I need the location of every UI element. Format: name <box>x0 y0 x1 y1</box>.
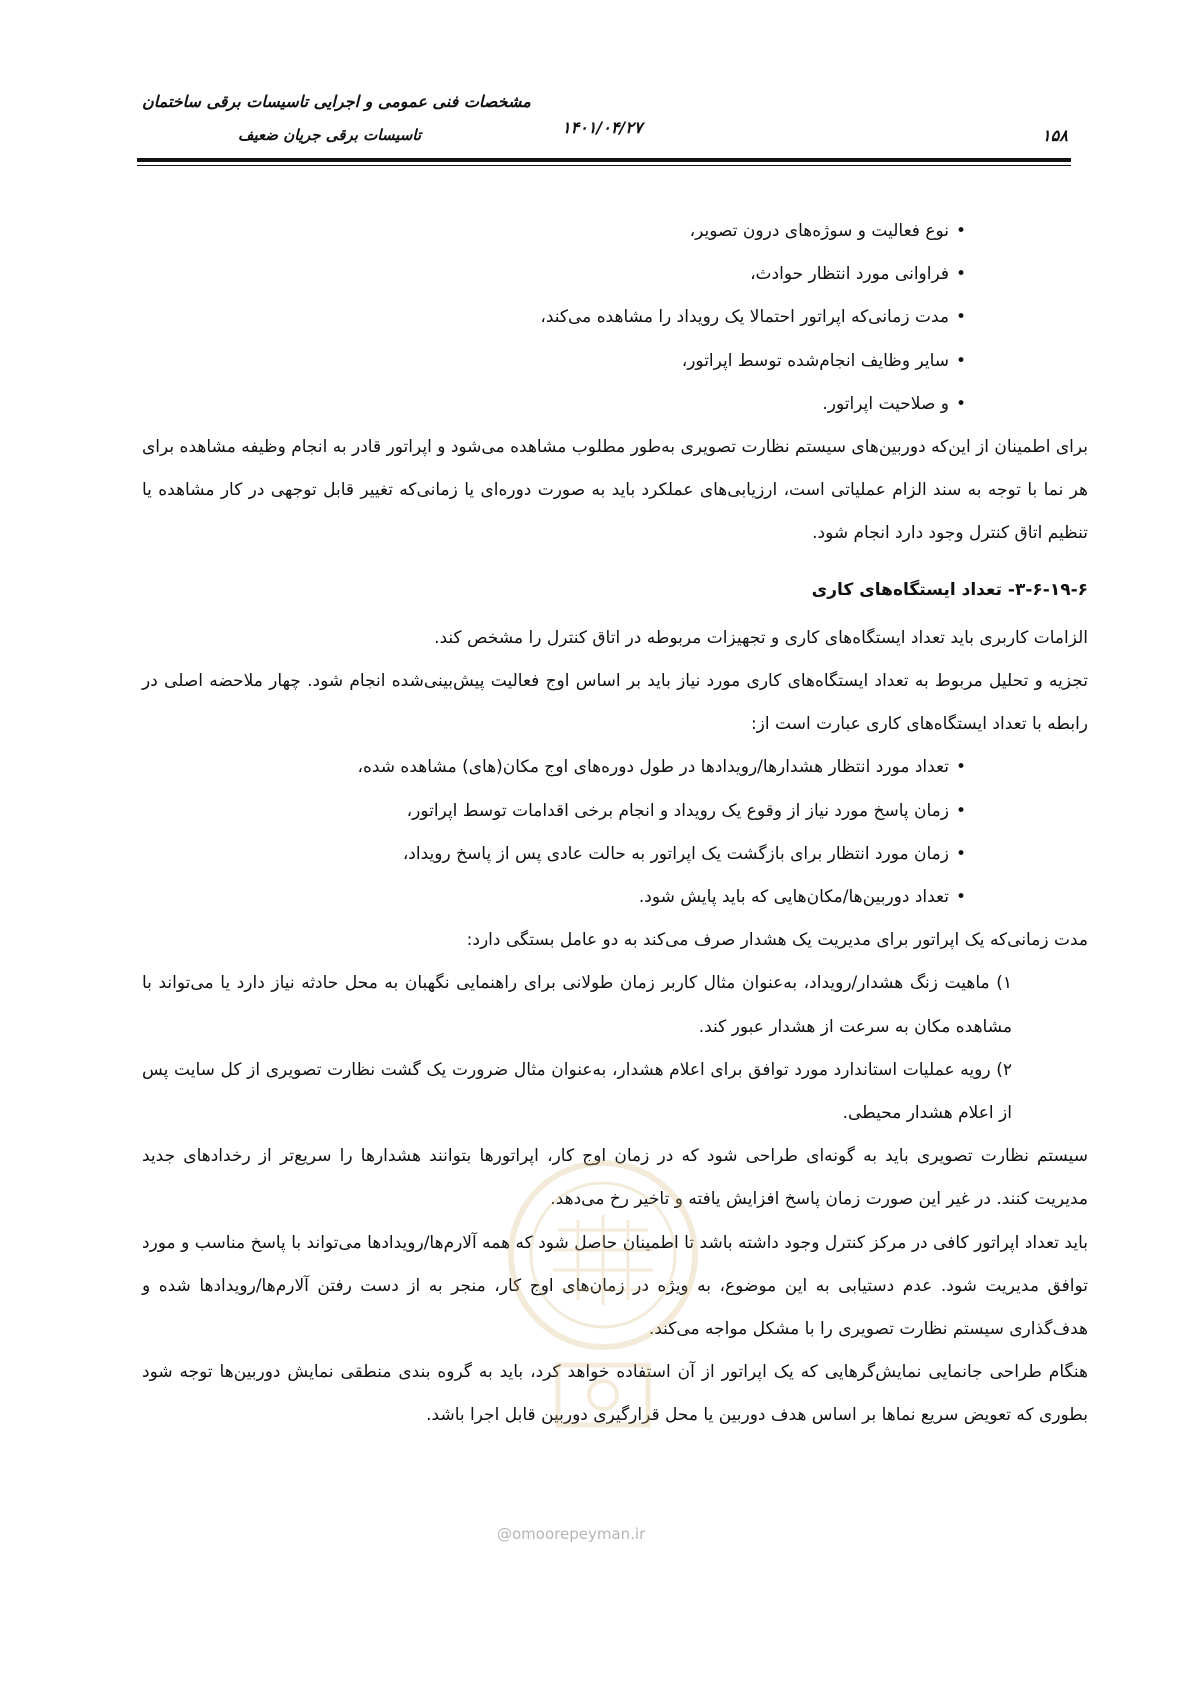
bullet-list-2 <box>142 746 1088 919</box>
list-item: • و صلاحیت اپراتور. <box>142 383 966 426</box>
header-rule-thick <box>137 158 1071 162</box>
numbered-item-2: ۲) رویه عملیات استاندارد مورد توافق برای اعلام هشدار، به‌عنوان مثال ضرورت یک گشت نظارت تصویری از کل سایت پس از اعلام هشدار محیطی. <box>142 1059 1012 1124</box>
header-title: مشخصات فنی عمومی و اجرایی تاسیسات برقی ساختمان <box>142 92 531 111</box>
header-date: ۱۴۰۱/۰۴/۲۷ <box>562 118 643 137</box>
list-item: • زمان پاسخ مورد نیاز از وقوع یک رویداد و انجام برخی اقدامات توسط اپراتور، <box>142 790 966 833</box>
list-item: • سایر وظایف انجام‌شده توسط اپراتور، <box>142 340 966 383</box>
list-item: • تعداد مورد انتظار هشدارها/رویدادها در طول دوره‌های اوج مکان(های) مشاهده شده، <box>142 746 966 789</box>
header-rule-thin <box>137 165 1071 166</box>
paragraph-layout: هنگام طراحی جانمایی نمایش‌گرهایی که یک اپراتور از آن استفاده خواهد کرد، باید به گروه بندی منطقی نمایش دوربین‌ها توجه شود بطوری که تعویض سریع نماها بر اساس هدف دوربین یا محل قرارگیری دوربین قابل اجرا باشد. <box>142 1362 1088 1426</box>
paragraph-operators: باید تعداد اپراتور کافی در مرکز کنترل وجود داشته باشد تا اطمینان حاصل شود که همه آلارم‌ها/رویدادها می‌تواند با پاسخ مناسب و مورد توافق مدیریت شود. عدم دستیابی به این موضوع، به ویژه در زمان‌های اوج کار، منجر به از دست رفتن آلارم‌ها/رویدادها شده و هدف‌گذاری سیستم نظارت تصویری را با مشکل مواجه می‌کند. <box>142 1232 1088 1340</box>
paragraph-analysis: تجزیه و تحلیل مربوط به تعداد ایستگاه‌های کاری مورد نیاز باید بر اساس اوج فعالیت پیش‌بینی‌شده انجام شود. چهار ملاحضه اصلی در رابطه با تعداد ایستگاه‌های کاری عبارت است از: <box>142 671 1088 735</box>
watermark-text: @omoorepeyman.ir <box>497 1525 646 1543</box>
page-header <box>0 0 1191 170</box>
page-number: ۱۵۸ <box>1042 126 1068 145</box>
page-body <box>142 210 1088 1438</box>
paragraph-evaluation: برای اطمینان از این‌که دوربین‌های سیستم نظارت تصویری به‌طور مطلوب مشاهده می‌شود و اپراتور قادر به انجام وظیفه مشاهده برای هر نما با توجه به سند الزام عملیاتی است، ارزیابی‌های عملکرد باید به صورت دوره‌ای یا زمانی‌که تغییر قابل توجهی در کار مشاهده یا تنظیم اتاق کنترل وجود دارد انجام شود. <box>142 437 1088 544</box>
paragraph-design: سیستم نظارت تصویری باید به گونه‌ای طراحی شود که در زمان اوج کار، اپراتورها بتوانند هشدارها را سریع‌تر از رخدادهای جدید مدیریت کنند. در غیر این صورت زمان پاسخ افزایش یافته و تاخیر رخ می‌دهد. <box>142 1146 1088 1210</box>
header-subtitle: تاسیسات برقی جریان ضعیف <box>238 126 422 144</box>
paragraph-alarm-time: مدت زمانی‌که یک اپراتور برای مدیریت یک هشدار صرف می‌کند به دو عامل بستگی دارد: <box>466 930 1088 951</box>
paragraph-requirements: الزامات کاربری باید تعداد ایستگاه‌های کاری و تجهیزات مربوطه در اتاق کنترل را مشخص کند. <box>434 627 1088 648</box>
list-item: • تعداد دوربین‌ها/مکان‌هایی که باید پایش شود. <box>142 876 966 919</box>
list-item: • مدت زمانی‌که اپراتور احتمالا یک رویداد را مشاهده می‌کند، <box>142 296 966 339</box>
numbered-item-1: ۱) ماهیت زنگ هشدار/رویداد، به‌عنوان مثال کاربر زمان طولانی برای راهنمایی نگهبان به محل حادثه نیاز دارد یا می‌تواند با مشاهده مکان به سرعت از هشدار عبور کند. <box>142 973 1012 1037</box>
list-item: • فراوانی مورد انتظار حوادث، <box>142 253 966 296</box>
bullet-list-1 <box>142 210 1088 426</box>
list-item: • زمان مورد انتظار برای بازگشت یک اپراتور به حالت عادی پس از پاسخ رویداد، <box>142 833 966 876</box>
list-item: • نوع فعالیت و سوژه‌های درون تصویر، <box>142 210 966 253</box>
section-heading: ۳-۶-۱۹-۶- تعداد ایستگاه‌های کاری <box>811 579 1088 600</box>
